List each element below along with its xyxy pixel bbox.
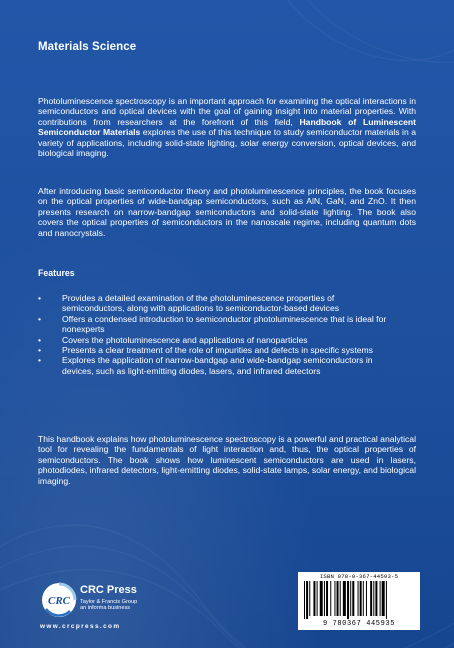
barcode-bar — [340, 581, 341, 616]
feature-item — [38, 335, 398, 345]
barcode-bar — [304, 581, 305, 619]
barcode-bar — [326, 581, 328, 616]
barcode-bar — [343, 581, 346, 616]
features-list — [38, 293, 398, 376]
feature-text: Explores the application of narrow-bandgap and wide-bandgap semiconductors in devices, such as light-emitting diodes, lasers, and infrared detectors — [62, 355, 373, 376]
publisher-block — [36, 581, 186, 631]
barcode-bar — [380, 581, 381, 616]
barcode-bar — [363, 581, 364, 616]
features-heading: Features — [38, 268, 75, 278]
feature-text: Offers a condensed introduction to semiconductor photoluminescence that is ideal for nonexperts — [62, 313, 387, 335]
publisher-group — [80, 599, 137, 612]
isbn-text: ISBN 978-0-367-44593-5 — [319, 573, 399, 580]
barcode-bars — [304, 581, 414, 619]
feature-item — [38, 345, 398, 355]
barcode-bar — [373, 581, 374, 616]
barcode-bar — [382, 581, 385, 616]
publisher-name: CRC Press — [80, 584, 137, 596]
feature-text: Covers the photoluminescence and applications of nanoparticles — [62, 334, 308, 345]
crc-logo-icon — [40, 581, 78, 619]
barcode-bar — [358, 581, 359, 616]
barcode-bar — [324, 581, 325, 616]
intro-paragraph — [38, 96, 416, 158]
intro-text-part1: Photoluminescence spectroscopy is an important approach for examining the optical interactions in semiconductors and optical devices with the goal of gaining insight into material properties. With contributions from researchers at the forefront of this field, — [38, 96, 416, 127]
bullet-icon: • — [38, 313, 42, 324]
bullet-icon: • — [38, 345, 42, 356]
barcode-bar — [386, 581, 387, 619]
barcode-bar — [306, 581, 308, 619]
publisher-url: www.crcpress.com — [40, 623, 121, 630]
feature-item — [38, 314, 398, 335]
barcode-bar — [313, 581, 315, 616]
barcode — [298, 572, 420, 630]
barcode-bar — [334, 581, 335, 616]
bullet-icon: • — [38, 355, 42, 366]
category-label: Materials Science — [38, 41, 137, 53]
overview-paragraph: After introducing basic semiconductor theory and photoluminescence principles, the book focuses on the optical properties of wide-bandgap semiconductors, such as AlN, GaN, and ZnO. It then presents research on narrow-bandgap semiconductors and solid-state lighting. The book also covers the optical properties of semiconductors in the nanoscale regime, including quantum dots and nanocrystals. — [38, 186, 416, 238]
barcode-digits: 9 780367 445935 — [322, 620, 395, 628]
bullet-icon: • — [38, 293, 42, 303]
barcode-bar — [347, 581, 349, 619]
barcode-bar — [360, 581, 362, 616]
barcode-bar — [337, 581, 339, 616]
crc-logo-text: CRC — [47, 595, 71, 607]
barcode-bar — [366, 581, 367, 616]
feature-text: Provides a detailed examination of the photoluminescence properties of semiconductors, along with applications to semiconductor-based devices — [62, 293, 340, 314]
barcode-bar — [370, 581, 372, 616]
barcode-bar — [330, 581, 331, 616]
closing-paragraph: This handbook explains how photoluminescence spectroscopy is a powerful and practical analytical tool for revealing the fundamentals of light interaction and, thus, the optical properties of semiconductors. The book shows how luminescent semiconductors are used in lasers, photodiodes, infrared detectors, light-emitting diodes, solid-state lamps, solar energy, and biological imaging. — [38, 434, 416, 486]
feature-text: Presents a clear treatment of the role of impurities and defects in specific systems — [62, 345, 373, 356]
publisher-group-line1: Taylor & Francis Group — [80, 599, 138, 605]
publisher-group-line2: an informa business — [80, 605, 131, 612]
intro-text-part2: explores the use of this technique to study semiconductor materials in a variety of applications, including solid-state lighting, solar energy conversion, optical devices, and biological imaging. — [38, 127, 417, 159]
barcode-bar — [317, 581, 318, 616]
barcode-bar — [350, 581, 351, 616]
feature-item — [38, 355, 398, 376]
barcode-bar — [352, 581, 354, 616]
book-title: Handbook of Luminescent Semiconductor Materials — [38, 116, 416, 138]
bullet-icon: • — [38, 334, 42, 345]
barcode-bar — [320, 581, 323, 616]
barcode-bar — [309, 581, 310, 616]
feature-item — [38, 293, 398, 314]
barcode-bar — [375, 581, 377, 616]
